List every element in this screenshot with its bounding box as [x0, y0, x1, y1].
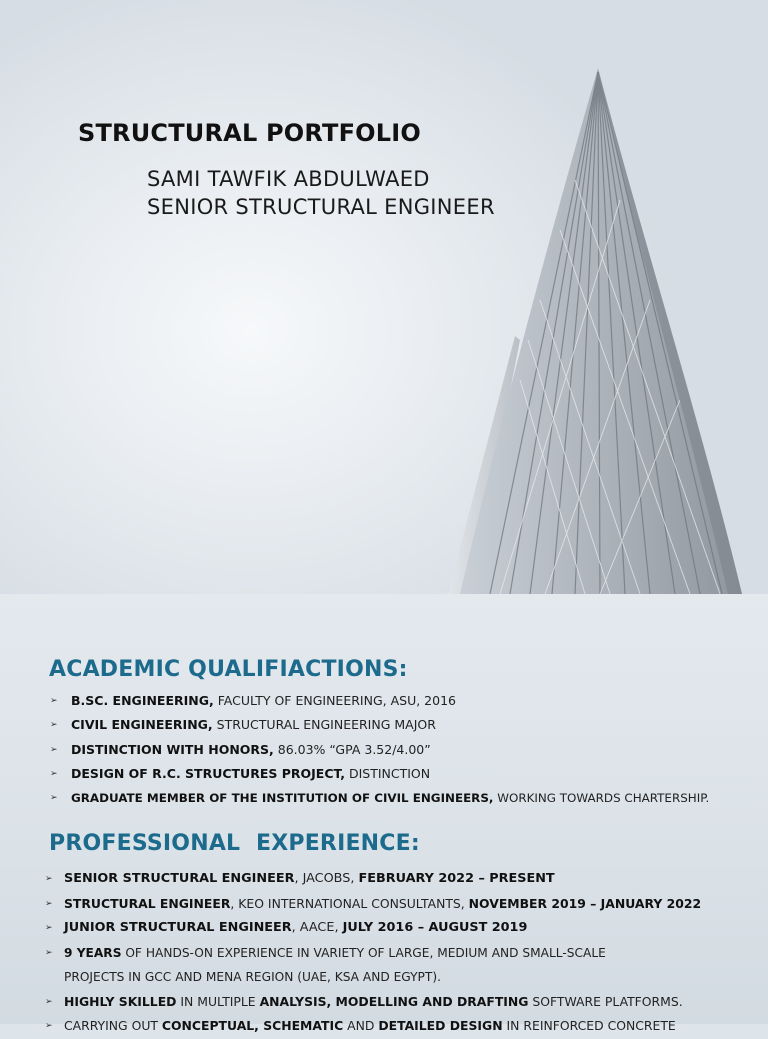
arrowhead-bullet-icon: ➢ — [45, 1021, 53, 1031]
arrowhead-bullet-icon: ➢ — [45, 874, 53, 884]
arrowhead-bullet-icon: ➢ — [45, 996, 53, 1007]
list-item: ➢ GRADUATE MEMBER OF THE INSTITUTION OF CIVIL ENGINEERS, WORKING TOWARDS CHARTERSHIP. — [50, 791, 710, 806]
arrowhead-bullet-icon: ➢ — [45, 898, 53, 909]
list-item: ➢ DESIGN OF R.C. STRUCTURES PROJECT, DISTINCTION — [50, 765, 431, 781]
list-item: ➢ 9 YEARS OF HANDS-ON EXPERIENCE IN VARIETY OF LARGE, MEDIUM AND SMALL-SCALE PROJECTS IN GCC AND MENA REGION (UAE, KSA AND EGYPT). — [45, 941, 701, 990]
arrowhead-bullet-icon: ➢ — [50, 696, 58, 706]
professional-heading: PROFESSIONAL EXPERIENCE: — [49, 831, 420, 856]
arrowhead-bullet-icon: ➢ — [45, 923, 53, 933]
arrowhead-bullet-icon: ➢ — [50, 793, 58, 804]
arrowhead-bullet-icon: ➢ — [50, 720, 58, 731]
arrowhead-bullet-icon: ➢ — [50, 768, 58, 779]
list-item: ➢ B.SC. ENGINEERING, FACULTY OF ENGINEERING, ASU, 2016 — [50, 693, 456, 708]
arrowhead-bullet-icon: ➢ — [45, 947, 53, 958]
list-item: ➢ STRUCTURAL ENGINEER, KEO INTERNATIONAL CONSULTANTS, NOVEMBER 2019 – JANUARY 2022 — [45, 892, 701, 917]
engineer-role: SENIOR STRUCTURAL ENGINEER — [147, 195, 495, 219]
list-item: ➢ SENIOR STRUCTURAL ENGINEER, JACOBS, FEBRUARY 2022 – PRESENT — [45, 867, 701, 892]
list-item: ➢ CIVIL ENGINEERING, STRUCTURAL ENGINEERING MAJOR — [50, 717, 436, 733]
list-item: ➢ DISTINCTION WITH HONORS, 86.03% “GPA 3.52/4.00” — [50, 741, 431, 757]
engineer-name: SAMI TAWFIK ABDULWAED — [147, 167, 430, 191]
academic-list — [50, 694, 709, 815]
qualifications-page — [0, 594, 768, 1033]
arrowhead-bullet-icon: ➢ — [50, 744, 58, 755]
academic-heading: ACADEMIC QUALIFIACTIONS: — [49, 657, 408, 682]
professional-list — [45, 867, 701, 1039]
portfolio-title: STRUCTURAL PORTFOLIO — [78, 119, 421, 147]
list-item: ➢ HIGHLY SKILLED IN MULTIPLE ANALYSIS, MODELLING AND DRAFTING SOFTWARE PLATFORMS. — [45, 990, 701, 1015]
list-item: ➢ JUNIOR STRUCTURAL ENGINEER, AACE, JULY 2016 – AUGUST 2019 — [45, 916, 701, 941]
list-item: ➢ CARRYING OUT CONCEPTUAL, SCHEMATIC AND DETAILED DESIGN IN REINFORCED CONCRETE — [45, 1014, 701, 1039]
